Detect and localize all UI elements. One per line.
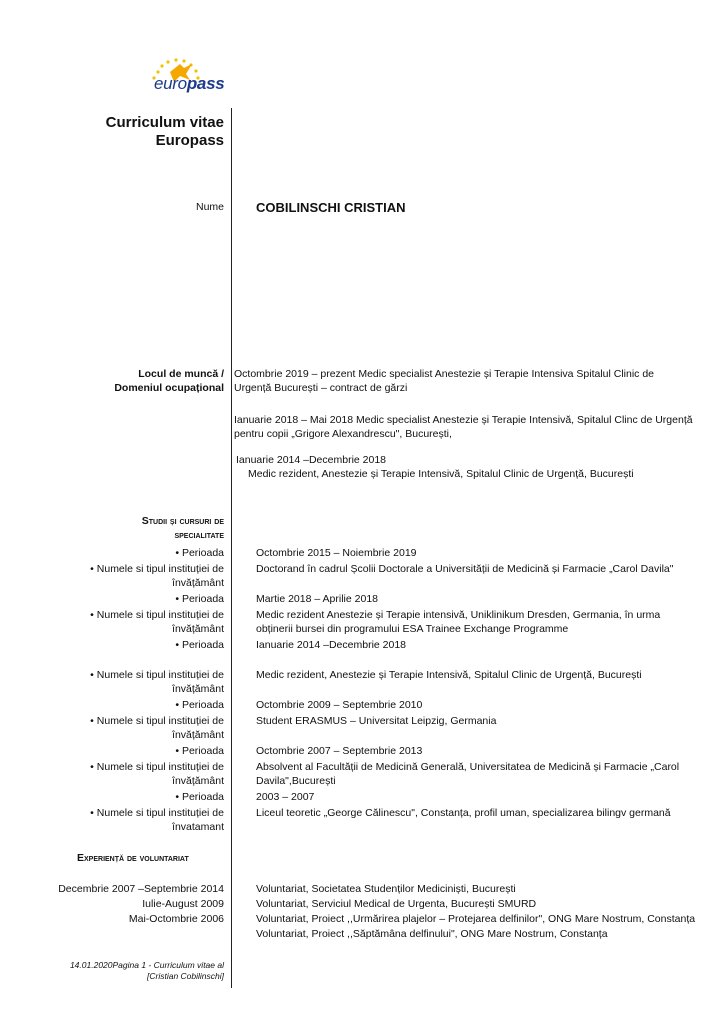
work-entry-3-line1: Ianuarie 2014 –Decembrie 2018 bbox=[236, 454, 387, 466]
institution-label: • Numele si tipul instituției de bbox=[90, 563, 224, 575]
cv-title bbox=[106, 114, 224, 150]
work-entry-1-line1: Octombrie 2019 – prezent Medic specialist Anestezie și Terapie Intensiva Spitalul Clinic de bbox=[234, 368, 655, 380]
volunteer-date: Iulie-August 2009 bbox=[142, 898, 224, 910]
volunteer-heading: Experiență de voluntariat bbox=[77, 852, 189, 864]
person-name: COBILINSCHI CRISTIAN bbox=[256, 200, 406, 215]
institution-label-cont: învatamant bbox=[172, 821, 224, 833]
work-entry-3-line2: Medic rezident, Anestezie și Terapie Intensivă, Spitalul Clinic de Urgență, București bbox=[248, 468, 634, 480]
period-label: • Perioada bbox=[175, 593, 224, 605]
study-institution: Doctorand în cadrul Școlii Doctorale a Universității de Medicină și Farmacie „Carol Davila" bbox=[256, 563, 674, 575]
volunteer-text: Voluntariat, Serviciul Medical de Urgenta, București SMURD bbox=[256, 898, 537, 910]
name-label: Nume bbox=[195, 201, 224, 213]
institution-label: • Numele si tipul instituției de bbox=[90, 761, 224, 773]
cv-title-line2: Europass bbox=[155, 132, 224, 149]
logo-euro-text: euro bbox=[154, 74, 187, 93]
institution-label: • Numele si tipul instituției de bbox=[90, 669, 224, 681]
volunteer-text: Voluntariat, Societatea Studenților Mediciniști, București bbox=[256, 883, 516, 895]
study-institution: Absolvent al Facultății de Medicină Generală, Universitatea de Medicină și Farmacie „Carol bbox=[256, 761, 680, 773]
institution-label-cont: învățământ bbox=[172, 683, 224, 695]
footer-line2: [Cristian Cobilinschi] bbox=[147, 971, 224, 981]
work-entry-2-line1: Ianuarie 2018 – Mai 2018 Medic specialist Anestezie și Terapie Intensivă, Spitalul Clinc de Urgență bbox=[234, 414, 693, 426]
period-label: • Perioada bbox=[175, 699, 224, 711]
period-label: • Perioada bbox=[175, 745, 224, 757]
study-institution: Medic rezident Anestezie și Terapie intensivă, Uniklinikum Dresden, Germania, în urma bbox=[256, 609, 661, 621]
study-institution: Student ERASMUS – Universitat Leipzig, Germania bbox=[256, 715, 497, 727]
volunteer-text: Voluntariat, Proiect ,,Săptămâna delfinului", ONG Mare Nostrum, Constanța bbox=[256, 928, 608, 940]
work-label-line1: Locul de muncă / bbox=[138, 368, 224, 380]
study-period: Ianuarie 2014 –Decembrie 2018 bbox=[256, 639, 407, 651]
work-entry-2-line2: pentru copii „Grigore Alexandrescu", București, bbox=[234, 428, 452, 440]
study-period: Octombrie 2007 – Septembrie 2013 bbox=[256, 745, 423, 757]
study-period: Martie 2018 – Aprilie 2018 bbox=[256, 593, 378, 605]
work-label-line2: Domeniul ocupațional bbox=[114, 382, 224, 394]
period-label: • Perioada bbox=[175, 547, 224, 559]
institution-label-cont: învățământ bbox=[172, 623, 224, 635]
study-institution: Liceul teoretic „George Călinescu", Constanța, profil uman, specializarea bilingv germană bbox=[256, 807, 671, 819]
study-period: 2003 – 2007 bbox=[256, 791, 315, 803]
study-institution-cont: Davila",București bbox=[256, 775, 336, 787]
institution-label: • Numele si tipul instituției de bbox=[90, 609, 224, 621]
institution-label: • Numele si tipul instituției de bbox=[90, 715, 224, 727]
studies-heading-line2: specialitate bbox=[174, 529, 224, 541]
volunteer-date: Mai-Octombrie 2006 bbox=[128, 913, 224, 925]
study-period: Octombrie 2015 – Noiembrie 2019 bbox=[256, 547, 417, 559]
period-label: • Perioada bbox=[175, 791, 224, 803]
institution-label-cont: învățământ bbox=[172, 729, 224, 741]
institution-label: • Numele si tipul instituției de bbox=[90, 807, 224, 819]
institution-label-cont: învățământ bbox=[172, 577, 224, 589]
column-divider bbox=[231, 108, 232, 988]
period-label: • Perioada bbox=[175, 639, 224, 651]
volunteer-date: Decembrie 2007 –Septembrie 2014 bbox=[58, 883, 224, 895]
volunteer-text: Voluntariat, Proiect ,,Urmărirea plajelor – Protejarea delfinilor", ONG Mare Nostrum, Constanța bbox=[256, 913, 696, 925]
study-period: Octombrie 2009 – Septembrie 2010 bbox=[256, 699, 423, 711]
logo-pass-text: pass bbox=[186, 74, 225, 93]
footer-line1: 14.01.2020Pagina 1 - Curriculum vitae al bbox=[69, 960, 224, 970]
europass-logo bbox=[144, 52, 254, 98]
cv-title-line1: Curriculum vitae bbox=[105, 114, 224, 131]
page-footer bbox=[70, 960, 224, 982]
study-institution: Medic rezident, Anestezie și Terapie Intensivă, Spitalul Clinic de Urgență, București bbox=[256, 669, 642, 681]
studies-heading-line1: Studii și cursuri de bbox=[141, 515, 224, 527]
work-entry-1-line2: Urgență București – contract de gărzi bbox=[234, 382, 408, 394]
study-institution-cont: obținerii bursei din programului ESA Trainee Exchange Programme bbox=[256, 623, 569, 635]
institution-label-cont: învățământ bbox=[172, 775, 224, 787]
